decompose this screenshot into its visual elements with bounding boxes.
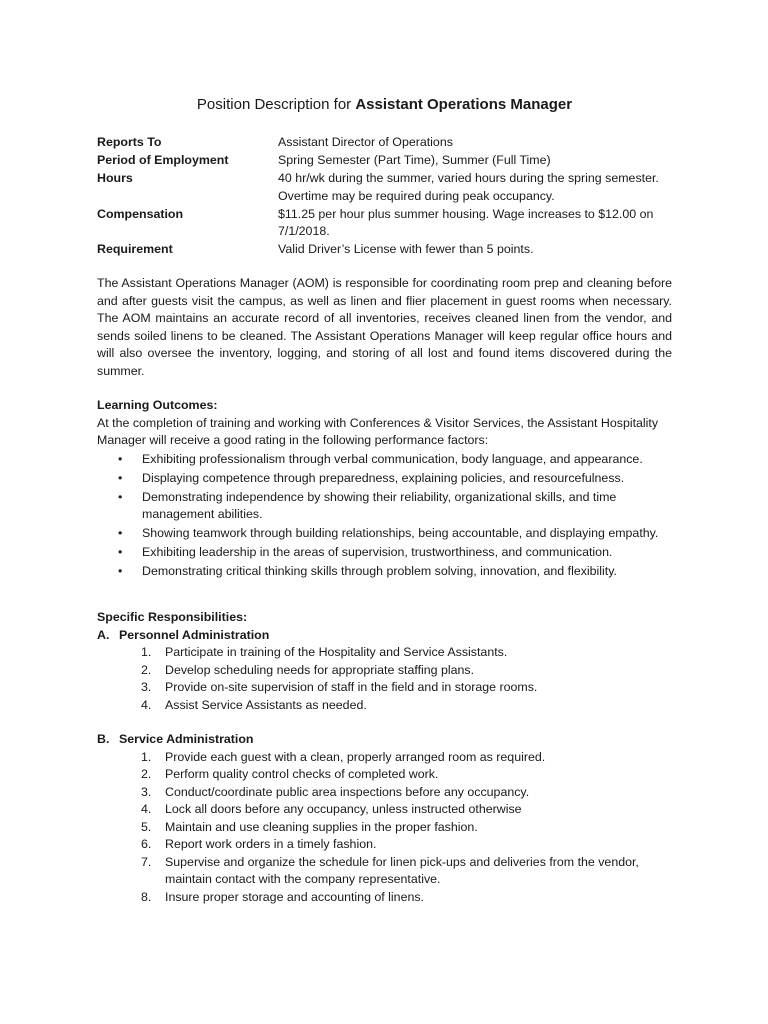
list-item-text: Participate in training of the Hospitality and Service Assistants.	[165, 645, 508, 659]
fact-label: Compensation	[97, 206, 184, 221]
specific-responsibilities	[97, 609, 672, 906]
list-item-text: Showing teamwork through building relationships, being accountable, and displaying empathy.	[142, 526, 659, 541]
service-administration-list	[97, 749, 672, 907]
list-item	[97, 836, 672, 854]
list-item-text: Insure proper storage and accounting of linens.	[165, 889, 424, 904]
learning-outcomes-list	[97, 451, 672, 581]
section-letter: A.	[97, 627, 110, 642]
list-item-text: Demonstrating independence by showing their reliability, organizational skills, and time management abilities.	[142, 489, 617, 522]
fact-row-compensation	[97, 206, 672, 241]
list-item	[97, 819, 672, 837]
list-item-text: Demonstrating critical thinking skills through problem solving, innovation, and flexibility.	[142, 564, 617, 579]
fact-row-requirement	[97, 241, 672, 259]
item-number: 2.	[141, 662, 152, 677]
fact-row-reports-to	[97, 134, 672, 152]
learning-outcomes-heading: Learning Outcomes:	[97, 398, 218, 412]
list-item	[97, 489, 672, 524]
list-item	[97, 801, 672, 819]
list-item	[97, 679, 672, 697]
fact-value: $11.25 per hour plus summer housing. Wage increases to $12.00 on 7/1/2018.	[278, 206, 654, 238]
section-title: Personnel Administration	[119, 627, 270, 642]
list-item	[97, 749, 672, 767]
list-item	[97, 644, 672, 662]
item-number: 5.	[141, 819, 152, 834]
fact-value: Assistant Director of Operations	[278, 135, 453, 149]
list-item	[97, 662, 672, 680]
list-item	[97, 525, 672, 543]
section-personnel-administration	[97, 627, 672, 645]
fact-value: Spring Semester (Part Time), Summer (Full Time)	[278, 153, 551, 167]
list-item	[97, 766, 672, 784]
item-number: 1.	[141, 645, 152, 659]
fact-label: Period of Employment	[97, 153, 229, 167]
title-role: Assistant Operations Manager	[355, 96, 573, 113]
list-item-text: Provide on-site supervision of staff in the field and in storage rooms.	[165, 680, 538, 694]
list-item	[97, 470, 672, 488]
bullet-icon: •	[118, 564, 123, 579]
list-item-text: Supervise and organize the schedule for linen pick-ups and deliveries from the vendor, maintain contact with the company representative.	[165, 854, 639, 886]
learning-outcomes	[97, 397, 672, 583]
fact-value: 40 hr/wk during the summer, varied hours during the spring semester. Overtime may be required during peak occupancy.	[278, 171, 659, 203]
fact-label: Reports To	[97, 135, 162, 149]
section-service-administration	[97, 731, 672, 749]
page-title	[97, 95, 672, 115]
list-item	[97, 854, 672, 889]
list-item-text: Displaying competence through preparedness, explaining policies, and resourcefulness.	[142, 470, 625, 485]
bullet-icon: •	[118, 470, 123, 485]
list-item	[97, 784, 672, 802]
item-number: 4.	[141, 697, 152, 712]
responsibilities-heading: Specific Responsibilities:	[97, 610, 248, 624]
item-number: 6.	[141, 837, 152, 851]
list-item-text: Conduct/coordinate public area inspections before any occupancy.	[165, 784, 530, 799]
list-item	[97, 451, 672, 469]
item-number: 1.	[141, 749, 152, 764]
list-item-text: Develop scheduling needs for appropriate staffing plans.	[165, 662, 475, 677]
list-item	[97, 697, 672, 715]
title-prefix: Position Description for	[196, 96, 356, 113]
fact-label: Hours	[97, 171, 133, 185]
list-item	[97, 889, 672, 907]
list-item-text: Exhibiting leadership in the areas of supervision, trustworthiness, and communication.	[142, 545, 613, 560]
list-item-text: Perform quality control checks of completed work.	[165, 767, 439, 781]
bullet-icon: •	[118, 451, 123, 466]
item-number: 3.	[141, 680, 152, 694]
list-item-text: Provide each guest with a clean, properly arranged room as required.	[165, 749, 546, 764]
list-item-text: Maintain and use cleaning supplies in the proper fashion.	[165, 819, 478, 834]
item-number: 3.	[141, 784, 152, 799]
fact-row-period	[97, 152, 672, 170]
list-item-text: Assist Service Assistants as needed.	[165, 697, 367, 712]
position-facts	[97, 134, 672, 259]
item-number: 8.	[141, 889, 152, 904]
section-title: Service Administration	[119, 732, 254, 746]
section-letter: B.	[97, 732, 110, 746]
position-summary: The Assistant Operations Manager (AOM) is responsible for coordinating room prep and cleaning before and after guests visit the campus, as well as linen and flier placement in guest rooms when necessary. The AOM maintains an accurate record of all inventories, receives cleaned linen from the vendor, and sends soiled linens to be cleaned. The Assistant Operations Manager will keep regular office hours and will also oversee the inventory, logging, and storing of all lost and found items discovered during the summer.	[97, 276, 672, 378]
item-number: 2.	[141, 767, 152, 781]
fact-row-hours	[97, 170, 672, 205]
learning-outcomes-intro: At the completion of training and working with Conferences & Visitor Services, the Assistant Hospitality Manager will receive a good rating in the following performance factors:	[97, 415, 659, 447]
item-number: 7.	[141, 854, 152, 869]
bullet-icon: •	[118, 526, 123, 541]
list-item	[97, 563, 672, 581]
fact-value: Valid Driver’s License with fewer than 5 points.	[278, 242, 534, 256]
list-item-text: Report work orders in a timely fashion.	[165, 837, 377, 851]
list-item	[97, 544, 672, 562]
list-item-text: Lock all doors before any occupancy, unless instructed otherwise	[165, 802, 522, 816]
bullet-icon: •	[118, 489, 123, 504]
list-item-text: Exhibiting professionalism through verbal communication, body language, and appearance.	[142, 451, 643, 466]
bullet-icon: •	[118, 545, 123, 560]
item-number: 4.	[141, 802, 152, 816]
fact-label: Requirement	[97, 242, 173, 256]
personnel-administration-list	[97, 644, 672, 714]
